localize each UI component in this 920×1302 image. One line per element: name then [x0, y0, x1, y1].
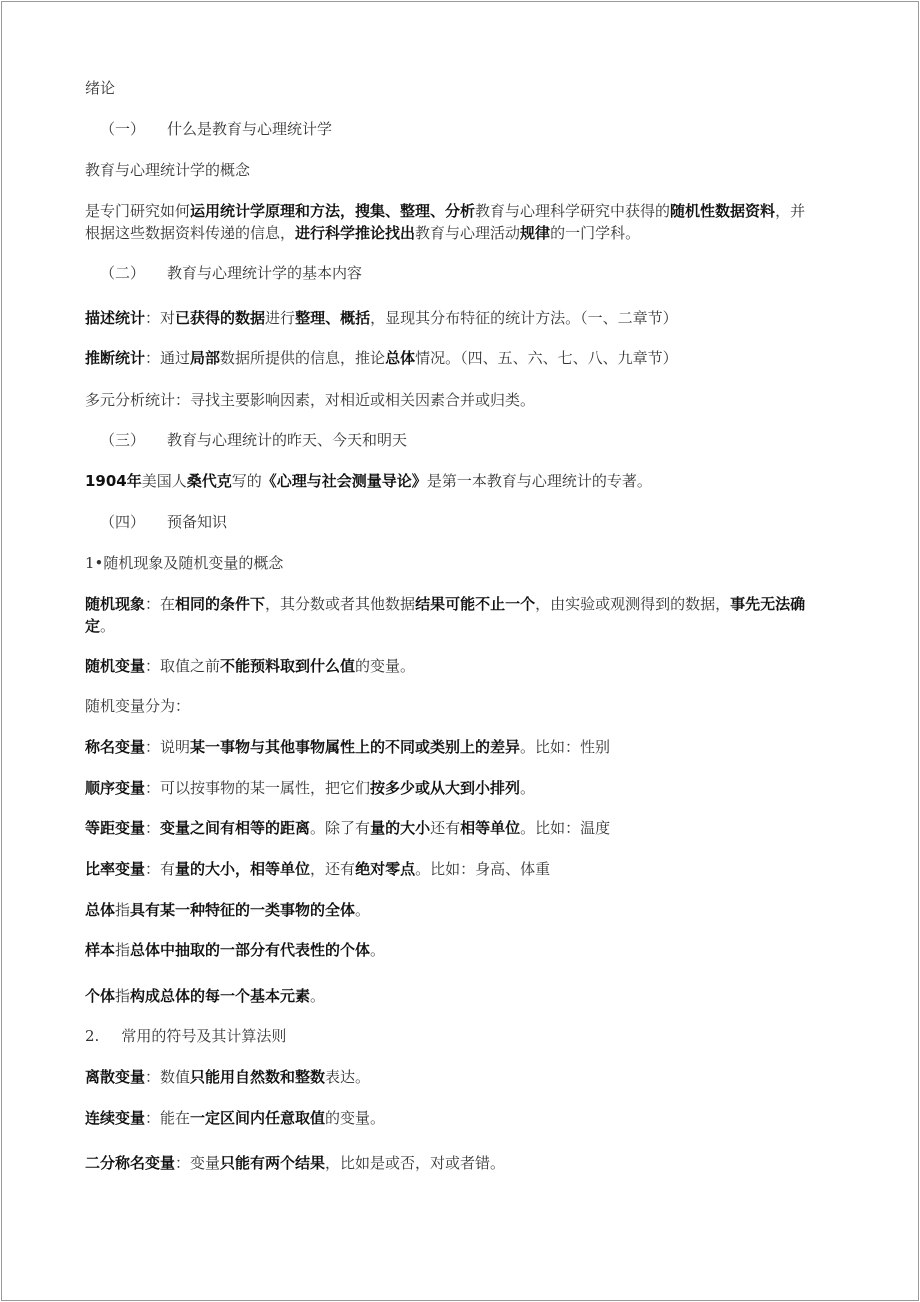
text: 数据所提供的信息，推论 — [220, 349, 386, 367]
text: 多元分析统计：寻找主要影响因素，对相近或相关因素合并或归类。 — [85, 391, 536, 409]
paragraph — [85, 736, 815, 758]
text: ：数值 — [145, 1068, 191, 1086]
text: 指 — [115, 941, 131, 959]
text: 。 — [370, 941, 386, 959]
paragraph — [85, 1066, 815, 1088]
bold-text: 某一事物与其他事物属性上的不同或类别上的差异 — [190, 738, 521, 756]
text: ：可以按事物的某一属性，把它们 — [145, 779, 371, 797]
text: ，并根据这些数据资料传递的信息， — [85, 202, 806, 242]
bold-text: 随机性数据资料 — [670, 202, 776, 220]
bold-text: 总体 — [385, 349, 416, 367]
text: 进行 — [265, 309, 296, 327]
text: ：能在 — [145, 1109, 191, 1127]
text: ，比如是或否，对或者错。 — [325, 1154, 506, 1172]
page-border — [1, 1, 919, 1301]
bold-text: 具有某一种特征的一类事物的全体 — [130, 901, 356, 919]
bold-text: 结果可能不止一个 — [415, 595, 536, 613]
paragraph — [85, 858, 815, 880]
paragraph — [85, 817, 815, 839]
text: 什么是教育与心理统计学 — [167, 120, 333, 138]
bold-text: 一定区间内任意取值 — [190, 1109, 326, 1127]
bold-text: 变量之间有相等的距离 — [160, 819, 311, 837]
text: ，由实验或观测得到的数据， — [535, 595, 731, 613]
text: 教育与心理科学研究中获得的 — [475, 202, 671, 220]
bold-text: 连续变量 — [85, 1109, 146, 1127]
paragraph — [85, 470, 815, 492]
text: 还有 — [430, 819, 461, 837]
text: ，显现其分布特征的统计方法。（一、二章节） — [370, 309, 678, 327]
text: 绪论 — [85, 79, 116, 97]
text: ：说明 — [145, 738, 191, 756]
text: 。比如：温度 — [520, 819, 611, 837]
paragraph — [85, 985, 815, 1007]
text: 的变量。 — [325, 1109, 386, 1127]
text: ： — [145, 819, 161, 837]
bold-text: 比率变量 — [85, 860, 146, 878]
bold-text: 只能有两个结果 — [220, 1154, 326, 1172]
text: ，其分数或者其他数据 — [265, 595, 416, 613]
document-title — [85, 77, 815, 99]
text: 1•随机现象及随机变量的概念 — [85, 554, 284, 572]
text: 教育与心理活动 — [415, 224, 521, 242]
bold-text: 相同的条件下 — [175, 595, 266, 613]
text: 。比如：身高、体重 — [415, 860, 551, 878]
bold-text: 个体 — [85, 987, 116, 1005]
text: 教育与心理统计学的基本内容 — [167, 264, 363, 282]
text: ：对 — [145, 309, 176, 327]
bold-text: 随机现象 — [85, 595, 146, 613]
text: 常用的符号及其计算法则 — [121, 1027, 287, 1045]
text: ：通过 — [145, 349, 191, 367]
bold-text: 样本 — [85, 941, 116, 959]
paragraph — [85, 389, 815, 411]
bold-text: 只能用自然数和整数 — [190, 1068, 326, 1086]
text: 表达。 — [325, 1068, 371, 1086]
paragraph — [85, 939, 815, 961]
bold-text: 称名变量 — [85, 738, 146, 756]
text: 教育与心理统计学的概念 — [85, 161, 251, 179]
bold-text: 按多少或从大到小排列 — [370, 779, 521, 797]
bold-text: 构成总体的每一个基本元素 — [130, 987, 311, 1005]
text: 预备知识 — [167, 513, 228, 531]
text: 的变量。 — [355, 657, 416, 675]
bold-text: 等距变量 — [85, 819, 146, 837]
bold-text: 随机变量 — [85, 657, 146, 675]
text: 情况。（四、五、六、七、八、九章节） — [415, 349, 678, 367]
text: （四） — [100, 513, 146, 531]
text: （三） — [100, 431, 146, 449]
bold-text: 局部 — [190, 349, 221, 367]
paragraph — [85, 1107, 815, 1129]
section-heading — [100, 429, 830, 451]
bold-text: 二分称名变量 — [85, 1154, 176, 1172]
paragraph — [85, 200, 815, 244]
text: 是专门研究如何 — [85, 202, 191, 220]
text: 。 — [100, 617, 116, 635]
paragraph — [85, 347, 815, 369]
bold-text: 1904年 — [85, 472, 142, 490]
text: 。 — [355, 901, 371, 919]
text: 。除了有 — [310, 819, 371, 837]
paragraph — [85, 695, 815, 717]
bold-text: 已获得的数据 — [175, 309, 266, 327]
text: 美国人 — [141, 472, 187, 490]
subheading — [85, 552, 815, 574]
bold-text: 桑代克 — [186, 472, 232, 490]
text: 。 — [310, 987, 326, 1005]
bold-text: 进行科学推论找出 — [295, 224, 416, 242]
bold-text: 量的大小，相等单位 — [175, 860, 311, 878]
text: 的一门学科。 — [550, 224, 641, 242]
text: ，还有 — [310, 860, 356, 878]
bold-text: 不能预料取到什么值 — [220, 657, 356, 675]
section-heading — [100, 262, 830, 284]
text: ：在 — [145, 595, 176, 613]
text: （一） — [100, 120, 146, 138]
paragraph — [85, 593, 815, 637]
text: 是第一本教育与心理统计的专著。 — [426, 472, 652, 490]
paragraph — [85, 777, 815, 799]
bold-text: 相等单位 — [460, 819, 521, 837]
section-heading — [100, 511, 830, 533]
bold-text: 描述统计 — [85, 309, 146, 327]
text: 2. — [85, 1027, 100, 1045]
text: 。比如：性别 — [520, 738, 611, 756]
text: 指 — [115, 987, 131, 1005]
subheading — [85, 1025, 815, 1047]
section-heading — [100, 118, 830, 140]
paragraph — [85, 1152, 815, 1174]
text: ：取值之前 — [145, 657, 221, 675]
bold-text: 总体 — [85, 901, 116, 919]
bold-text: 总体中抽取的一部分有代表性的个体 — [130, 941, 371, 959]
text: 随机变量分为： — [85, 697, 191, 715]
text: ：变量 — [175, 1154, 221, 1172]
text: 写的 — [231, 472, 262, 490]
bold-text: 绝对零点 — [355, 860, 416, 878]
paragraph — [85, 899, 815, 921]
bold-text: 《心理与社会测量导论》 — [261, 472, 427, 490]
bold-text: 运用统计学原理和方法，搜集、整理、分析 — [190, 202, 476, 220]
text: ：有 — [145, 860, 176, 878]
bold-text: 整理、概括 — [295, 309, 371, 327]
bold-text: 离散变量 — [85, 1068, 146, 1086]
bold-text: 推断统计 — [85, 349, 146, 367]
bold-text: 事先无法确定 — [85, 595, 806, 635]
subheading — [85, 159, 815, 181]
bold-text: 顺序变量 — [85, 779, 146, 797]
paragraph — [85, 307, 815, 329]
bold-text: 量的大小 — [370, 819, 431, 837]
bold-text: 规律 — [520, 224, 551, 242]
paragraph — [85, 655, 815, 677]
text: 。 — [520, 779, 536, 797]
text: 教育与心理统计的昨天、今天和明天 — [167, 431, 408, 449]
text: （二） — [100, 264, 146, 282]
text: 指 — [115, 901, 131, 919]
